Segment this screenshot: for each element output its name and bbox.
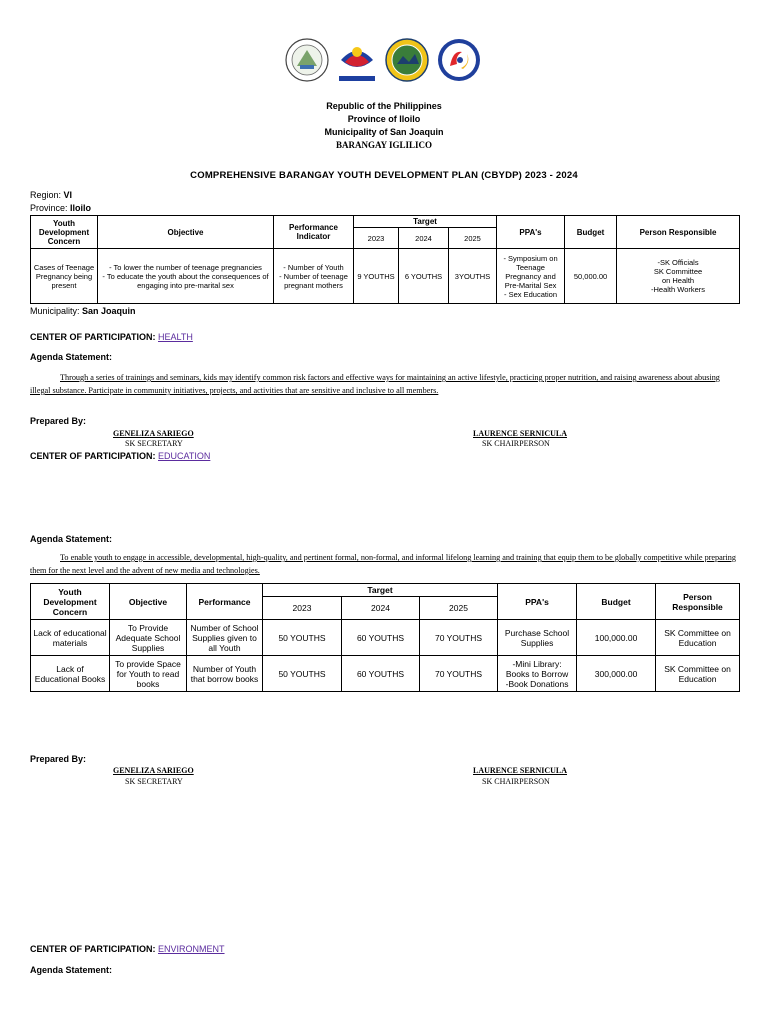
education-secretary-role: SK SECRETARY <box>125 777 183 786</box>
education-center-line <box>30 451 210 461</box>
cell-ppas: Purchase School Supplies <box>498 620 577 656</box>
environment-center-line <box>30 944 225 954</box>
cell-2024: 6 YOUTHS <box>399 249 449 304</box>
province-label: Province: <box>30 203 68 213</box>
col-header-ppas: PPA's <box>497 216 565 249</box>
center-label: CENTER OF PARTICIPATION: <box>30 944 156 954</box>
cell-ppas: - Symposium on Teenage Pregnancy and Pre-Marital Sex - Sex Education <box>497 249 565 304</box>
cell-ppas: -Mini Library: Books to Borrow -Book Donations <box>498 656 577 692</box>
cell-objective: To Provide Adequate School Supplies <box>110 620 187 656</box>
cell-person: -SK Officials SK Committee on Health -Health Workers <box>617 249 740 304</box>
col-header-concern: Youth Development Concern <box>31 584 110 620</box>
municipality-value: San Joaquin <box>82 306 136 316</box>
col-header-2023: 2023 <box>354 228 399 249</box>
col-header-target: Target <box>263 584 498 597</box>
health-secretary-role: SK SECRETARY <box>125 439 183 448</box>
header-municipality: Municipality of San Joaquin <box>324 127 444 137</box>
environment-link[interactable]: ENVIRONMENT <box>158 944 225 954</box>
cell-budget: 300,000.00 <box>577 656 656 692</box>
education-plan-table <box>30 583 740 692</box>
cell-2025: 70 YOUTHS <box>420 620 498 656</box>
col-header-concern: Youth Development Concern <box>31 216 98 249</box>
province-value: Iloilo <box>70 203 92 213</box>
col-header-2024: 2024 <box>342 597 420 620</box>
education-agenda-label: Agenda Statement: <box>30 534 113 544</box>
environment-agenda-label: Agenda Statement: <box>30 965 113 975</box>
cell-performance: Number of School Supplies given to all Youth <box>187 620 263 656</box>
health-plan-table <box>30 215 740 304</box>
table-row <box>31 249 740 304</box>
cell-person: SK Committee on Education <box>656 656 740 692</box>
col-header-2023: 2023 <box>263 597 342 620</box>
logo-row <box>285 38 485 88</box>
region-label: Region: <box>30 190 62 200</box>
cell-budget: 50,000.00 <box>565 249 617 304</box>
health-agenda-label: Agenda Statement: <box>30 352 113 362</box>
education-link[interactable]: EDUCATION <box>158 451 211 461</box>
cell-2024: 60 YOUTHS <box>342 620 420 656</box>
region-line <box>30 190 72 200</box>
col-header-2024: 2024 <box>399 228 449 249</box>
education-chair-name: LAURENCE SERNICULA <box>473 766 568 775</box>
bagong-pilipinas-logo-icon <box>335 38 379 82</box>
cell-indicator: - Number of Youth - Number of teenage pregnant mothers <box>274 249 354 304</box>
province-line <box>30 203 91 213</box>
cell-objective: - To lower the number of teenage pregnancies - To educate the youth about the consequences of engaging into pre-marital sex <box>98 249 274 304</box>
col-header-2025: 2025 <box>420 597 498 620</box>
col-header-person: Person Responsible <box>617 216 740 249</box>
table-row <box>31 620 740 656</box>
cell-2024: 60 YOUTHS <box>342 656 420 692</box>
col-header-target: Target <box>354 216 497 228</box>
municipality-line <box>30 306 136 316</box>
cell-concern: Lack of educational materials <box>31 620 110 656</box>
cell-budget: 100,000.00 <box>577 620 656 656</box>
barangay-seal-icon <box>385 38 429 82</box>
header-country: Republic of the Philippines <box>326 101 442 111</box>
municipal-seal-icon <box>285 38 329 82</box>
col-header-person: Person Responsible <box>656 584 740 620</box>
health-prepared-by: Prepared By: <box>30 416 87 426</box>
table-row <box>31 656 740 692</box>
cell-concern: Cases of Teenage Pregnancy being present <box>31 249 98 304</box>
municipality-label: Municipality: <box>30 306 80 316</box>
cell-objective: To provide Space for Youth to read books <box>110 656 187 692</box>
cell-2025: 70 YOUTHS <box>420 656 498 692</box>
col-header-budget: Budget <box>577 584 656 620</box>
health-secretary-name: GENELIZA SARIEGO <box>113 429 194 438</box>
center-label: CENTER OF PARTICIPATION: <box>30 451 156 461</box>
health-link[interactable]: HEALTH <box>158 332 193 342</box>
education-agenda-text: To enable youth to engage in accessible, developmental, high-quality, and pertinent formal, non-formal, and informal lifelong learning and training that equip them to be globally competitive while preparing them for the next level and the advent of new media and technologies. <box>30 553 736 575</box>
cell-2023: 50 YOUTHS <box>263 656 342 692</box>
col-header-objective: Objective <box>98 216 274 249</box>
cell-concern: Lack of Educational Books <box>31 656 110 692</box>
col-header-performance: Performance <box>187 584 263 620</box>
health-center-line <box>30 332 193 342</box>
header-province: Province of Iloilo <box>347 114 421 124</box>
cell-2023: 50 YOUTHS <box>263 620 342 656</box>
cell-2023: 9 YOUTHS <box>354 249 399 304</box>
col-header-ppas: PPA's <box>498 584 577 620</box>
health-chair-name: LAURENCE SERNICULA <box>473 429 568 438</box>
cell-person: SK Committee on Education <box>656 620 740 656</box>
education-prepared-by: Prepared By: <box>30 754 87 764</box>
col-header-indicator: Performance Indicator <box>274 216 354 249</box>
sk-logo-icon <box>437 38 481 82</box>
header-barangay: BARANGAY IGLILICO <box>335 140 433 150</box>
cell-2025: 3YOUTHS <box>449 249 497 304</box>
col-header-objective: Objective <box>110 584 187 620</box>
col-header-2025: 2025 <box>449 228 497 249</box>
health-chair-role: SK CHAIRPERSON <box>482 439 550 448</box>
education-secretary-name: GENELIZA SARIEGO <box>113 766 194 775</box>
center-label: CENTER OF PARTICIPATION: <box>30 332 156 342</box>
health-agenda-text: Through a series of trainings and seminars, kids may identify common risk factors and effective ways for maintaining an active lifestyle, practicing proper nutrition, and raising awareness about abusing illegal substance. Participate in community initiatives, projects, and activities that are sensitive and inclusive to all members. <box>30 373 720 395</box>
col-header-budget: Budget <box>565 216 617 249</box>
cell-performance: Number of Youth that borrow books <box>187 656 263 692</box>
region-value: VI <box>63 190 73 200</box>
education-chair-role: SK CHAIRPERSON <box>482 777 550 786</box>
document-title: COMPREHENSIVE BARANGAY YOUTH DEVELOPMENT PLAN (CBYDP) 2023 - 2024 <box>190 170 578 181</box>
